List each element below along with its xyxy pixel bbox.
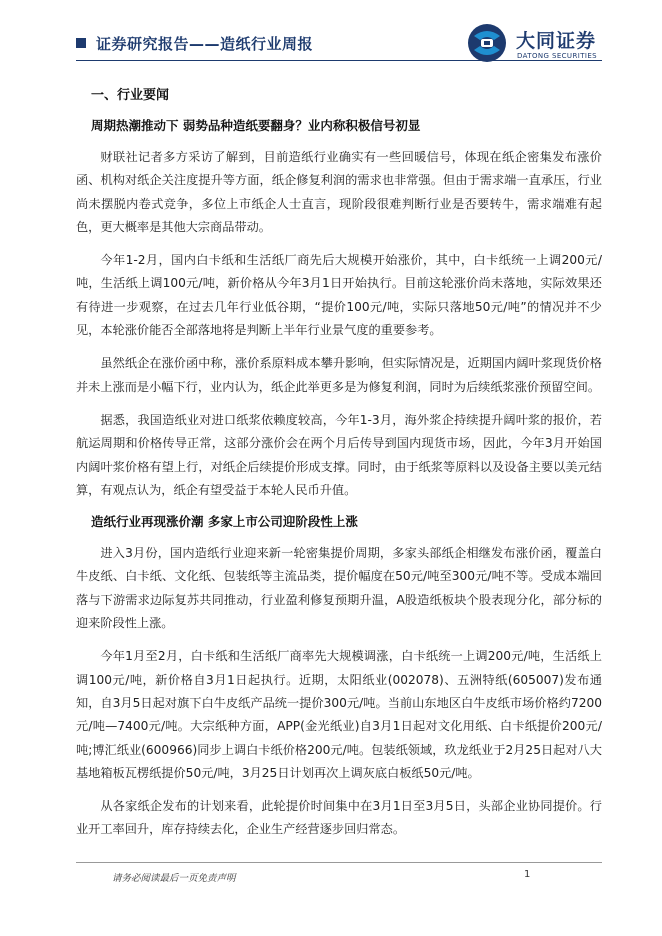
- disclaimer-note: 请务必阅读最后一页免责声明: [112, 873, 236, 884]
- article-paragraph: 今年1月至2月，白卡纸和生活纸厂商率先大规模调涨，白卡纸统一上调200元/吨，生活纸上调100元/吨，新价格自3月1日起执行。近期，太阳纸业(002078)、五洲特纸(605007)发布通知，自3月5日起对旗下白牛皮纸产品统一提价300元/吨。当前山东地区白牛皮纸市场价格约7200元/吨—7400元/吨。大宗纸种方面，APP(金光纸业)自3月1日起对文化用纸、白卡纸提价200元/吨;博汇纸业(600966)同步上调白卡纸价格200元/吨。包装纸领域，玖龙纸业于2月25日起对八大基地箱板瓦楞纸提价50元/吨，3月25日计划再次上调灰底白板纸50元/吨。: [76, 649, 602, 780]
- logo-english-name: DATONG SECURITIES: [517, 52, 597, 60]
- datong-logo-icon: [466, 22, 508, 64]
- article-paragraph: 今年1-2月，国内白卡纸和生活纸厂商先后大规模开始涨价，其中，白卡纸统一上调200元/吨，生活纸上调100元/吨，新价格从今年3月1日开始执行。目前这轮涨价尚未落地，实际效果还有待进一步观察，在过去几年行业低谷期，“提价100元/吨，实际只落地50元/吨”的情况并不少见，本轮涨价能否全部落地将是判断上半年行业景气度的重要参考。: [76, 253, 602, 338]
- article-paragraph: 据悉，我国造纸业对进口纸浆依赖度较高，今年1-3月，海外浆企持续提升阔叶浆的报价，若航运周期和价格传导正常，这部分涨价会在两个月后传导到国内现货市场，因此，今年3月开始国内阔叶浆价格有望上行，对纸企后续提价形成支撑。同时，由于纸浆等原料以及设备主要以美元结算，有观点认为，纸企有望受益于本轮人民币升值。: [76, 412, 602, 497]
- article-paragraph: 虽然纸企在涨价函中称，涨价系原料成本攀升影响，但实际情况是，近期国内阔叶浆现货价格并未上涨而是小幅下行，业内认为，纸企此举更多是为修复利润，同时为后续纸浆涨价预留空间。: [76, 356, 602, 394]
- article-title: 周期热潮推动下 弱势品种造纸要翻身？业内称积极信号初显: [91, 118, 421, 133]
- report-title: 证券研究报告——造纸行业周报: [96, 35, 314, 53]
- page-number: 1: [524, 869, 531, 880]
- section-title: 一、行业要闻: [91, 88, 170, 103]
- header-divider: [76, 60, 602, 61]
- article-paragraph: 进入3月份，国内造纸行业迎来新一轮密集提价周期，多家头部纸企相继发布涨价函，覆盖白牛皮纸、白卡纸、文化纸、包装纸等主流品类，提价幅度在50元/吨至300元/吨不等。受成本端回落与下游需求边际复苏共同推动，行业盈利修复预期升温，A股造纸板块个股表现分化，部分标的迎来阶段性上涨。: [76, 546, 602, 631]
- footer-divider: [76, 862, 602, 863]
- article-title: 造纸行业再现涨价潮 多家上市公司迎阶段性上涨: [91, 514, 358, 530]
- article-paragraph: 从各家纸企发布的计划来看，此轮提价时间集中在3月1日至3月5日，头部企业协同提价。行业开工率回升，库存持续去化，企业生产经营逐步回归常态。: [76, 799, 602, 837]
- header-square-bullet: [76, 38, 86, 48]
- page-header: [0, 0, 662, 70]
- logo-chinese-name: 大同证券: [516, 30, 597, 52]
- report-body: [76, 72, 602, 842]
- company-logo: [466, 22, 616, 64]
- article-paragraph: 财联社记者多方采访了解到，目前造纸行业确实有一些回暖信号，体现在纸企密集发布涨价函、机构对纸企关注度提升等方面，纸企修复利润的需求也非常强。但由于需求端一直承压，行业尚未摆脱内卷式竞争，多位上市纸企人士直言，现阶段很难判断行业是否要转牛，需求端难有起色，更大概率是其他大宗商品带动。: [76, 150, 602, 234]
